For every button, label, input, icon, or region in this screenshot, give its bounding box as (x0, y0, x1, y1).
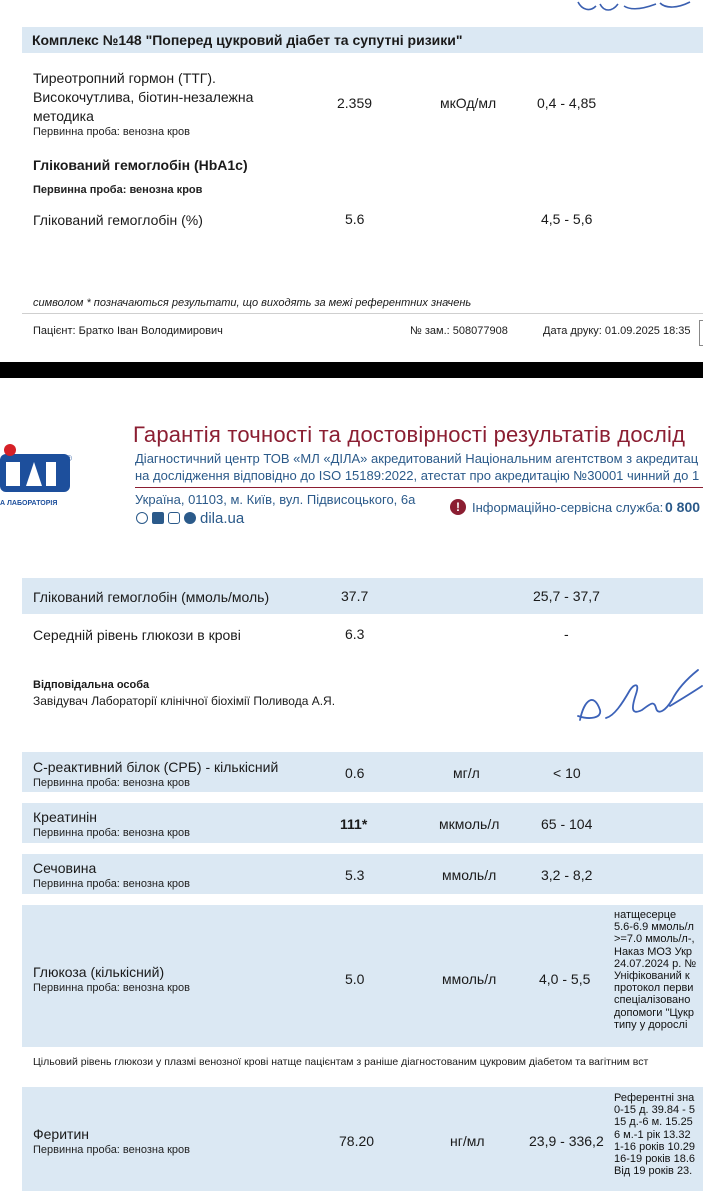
glucose-note-line: спеціалізовано (614, 994, 691, 1007)
header-rule (135, 487, 703, 488)
urea-range: 3,2 - 8,2 (541, 867, 593, 883)
ferritin-unit: нг/мл (450, 1133, 485, 1149)
hba1c-sample: Первинна проба: венозна кров (33, 184, 203, 196)
glucose-note-line: протокол перви (614, 982, 694, 995)
ferritin-note-line: 0-15 д. 39.84 - 5 (614, 1104, 696, 1117)
glucose-reference-note (614, 909, 703, 1031)
crp-value: 0.6 (345, 765, 365, 781)
logo-registered: ® (66, 454, 72, 463)
creatinine-name: Креатинін (33, 809, 98, 825)
footer-patient: Пацієнт: Братко Іван Володимирович (33, 325, 223, 337)
crp-range: < 10 (553, 765, 581, 781)
hba1c-section-header: Глікований гемоглобін (HbA1c) (33, 157, 248, 173)
hba1c-pct-name: Глікований гемоглобін (%) (33, 212, 203, 228)
globe-icon (136, 512, 148, 524)
service-label: Інформаційно-сервісна служба: (472, 500, 664, 515)
urea-unit: ммоль/л (442, 867, 497, 883)
ferritin-value: 78.20 (339, 1133, 375, 1149)
hba1c-mmol-name: Глікований гемоглобін (ммоль/моль) (33, 589, 270, 605)
crp-name: С-реактивний білок (СРБ) - кількісний (33, 759, 279, 775)
header-accreditation-line2: на дослідження відповідно до ISO 15189:2022, атестат про акредитацію №30001 чинний до 1 (135, 468, 700, 483)
ferritin-note-line: Референтні зна (614, 1092, 695, 1104)
tsh-unit: мкОд/мл (440, 95, 497, 111)
ferritin-sample: Первинна проба: венозна кров (33, 1144, 191, 1156)
tsh-sample: Первинна проба: венозна кров (33, 126, 191, 138)
glucose-value: 5.0 (345, 971, 365, 987)
tsh-name-line1: Тиреотропний гормон (ТТГ). (33, 70, 216, 86)
glucose-note-line: 24.07.2024 р. № (614, 957, 697, 970)
urea-sample: Первинна проба: венозна кров (33, 878, 191, 890)
urea-name: Сечовина (33, 860, 97, 876)
ferritin-note-line: Від 19 років 23. (614, 1165, 693, 1178)
hba1c-pct-value: 5.6 (345, 211, 365, 227)
creatinine-value: 111* (340, 816, 368, 832)
service-phone: 0 800 (665, 499, 701, 515)
signature (570, 660, 703, 730)
creatinine-sample: Первинна проба: венозна кров (33, 827, 191, 839)
dila-logo (0, 440, 80, 518)
hba1c-mmol-range: 25,7 - 37,7 (533, 588, 600, 604)
crp-sample: Первинна проба: венозна кров (33, 777, 191, 789)
dila-logo-mark (0, 440, 80, 500)
footer-order-number: № зам.: 508077908 (410, 325, 508, 337)
glucose-name: Глюкоза (кількісний) (33, 964, 165, 980)
hba1c-pct-range: 4,5 - 5,6 (541, 211, 593, 227)
footer-divider (22, 313, 703, 314)
footer-print-date: Дата друку: 01.09.2025 18:35 (543, 325, 691, 337)
tsh-value: 2.359 (337, 95, 373, 111)
crp-unit: мг/л (453, 765, 480, 781)
ferritin-range: 23,9 - 336,2 (529, 1133, 604, 1149)
header-address: Україна, 01103, м. Київ, вул. Підвисоцького, 6а (135, 492, 416, 507)
glucose-sample: Первинна проба: венозна кров (33, 982, 191, 994)
signature-fragment-top (560, 0, 703, 18)
creatinine-range: 65 - 104 (541, 816, 593, 832)
glucose-note-line: типу у дорослі (614, 1018, 688, 1031)
info-icon: ! (450, 499, 466, 515)
page-separator (0, 362, 703, 378)
responsible-label: Відповідальна особа (33, 679, 150, 691)
tsh-range: 0,4 - 4,85 (537, 95, 597, 111)
glucose-note-line: >=7.0 ммоль/л-, (614, 933, 695, 946)
urea-value: 5.3 (345, 867, 365, 883)
instagram-icon (168, 512, 180, 524)
facebook-icon (152, 512, 164, 524)
glucose-note-line: натщесерце (614, 909, 677, 921)
ferritin-note-line: 16-19 років 18.6 (614, 1153, 695, 1166)
site-link[interactable]: dila.ua (200, 510, 245, 527)
avg-glucose-value: 6.3 (345, 626, 365, 642)
ferritin-reference-note (614, 1092, 703, 1177)
hba1c-mmol-value: 37.7 (341, 588, 369, 604)
complex-title: Комплекс №148 "Поперед цукровий діабет та супутні ризики" (22, 27, 703, 53)
avg-glucose-name: Середній рівень глюкози в крові (33, 627, 241, 643)
logo-tagline: А ЛАБОРАТОРІЯ (0, 500, 58, 507)
header-title: Гарантія точності та достовірності результатів дослід (133, 422, 686, 447)
ferritin-note-line: 1-16 років 10.29 (614, 1140, 695, 1153)
glucose-range: 4,0 - 5,5 (539, 971, 591, 987)
creatinine-unit: мкмоль/л (439, 816, 500, 832)
glucose-note-line: Уніфікований к (614, 970, 690, 983)
glucose-note-line: 5.6-6.9 ммоль/л (614, 921, 694, 934)
glucose-target-note: Цільовий рівень глюкози у плазмі венозної крові натще пацієнтам з раніше діагностованим цукровим діабетом та вагітним вст (33, 1056, 649, 1068)
avg-glucose-range: - (564, 626, 569, 642)
tsh-name-line2: Високочутлива, біотин-незалежна (33, 89, 254, 105)
page-edge-box (699, 320, 703, 346)
ferritin-note-line: 6 м.-1 рік 13.32 (614, 1128, 691, 1141)
header-accreditation-line1: Діагностичний центр ТОВ «МЛ «ДІЛА» акредитований Національним агентством з акредитац (135, 451, 699, 466)
glucose-note-line: Наказ МОЗ Укр (614, 945, 693, 958)
telegram-icon (184, 512, 196, 524)
glucose-unit: ммоль/л (442, 971, 497, 987)
responsible-person: Завідувач Лабораторії клінічної біохімії Поливода А.Я. (33, 694, 336, 708)
ferritin-name: Феритин (33, 1126, 89, 1142)
footnote: символом * позначаються результати, що виходять за межі референтних значень (33, 297, 472, 309)
tsh-name-line3: методика (33, 108, 94, 124)
ferritin-note-line: 15 д.-6 м. 15.25 (614, 1116, 693, 1129)
glucose-note-line: допомоги "Цукр (614, 1006, 694, 1019)
